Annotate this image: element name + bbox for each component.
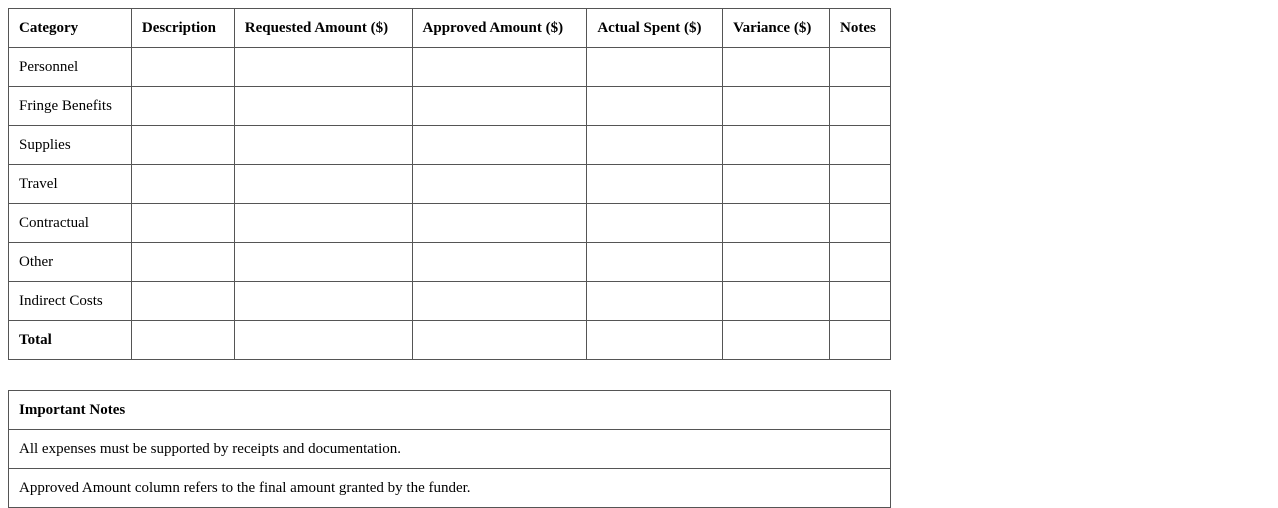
notes-cell[interactable] bbox=[830, 165, 891, 204]
category-cell: Travel bbox=[9, 165, 132, 204]
description-cell[interactable] bbox=[131, 243, 234, 282]
notes-cell[interactable] bbox=[830, 321, 891, 360]
approved-amount-cell[interactable] bbox=[412, 204, 587, 243]
variance-cell[interactable] bbox=[723, 243, 830, 282]
category-cell: Other bbox=[9, 243, 132, 282]
variance-cell[interactable] bbox=[723, 126, 830, 165]
description-cell[interactable] bbox=[131, 204, 234, 243]
category-cell: Supplies bbox=[9, 126, 132, 165]
actual-spent-cell[interactable] bbox=[587, 243, 723, 282]
column-header-description: Description bbox=[131, 9, 234, 48]
category-cell: Fringe Benefits bbox=[9, 87, 132, 126]
table-row bbox=[9, 165, 891, 204]
actual-spent-cell[interactable] bbox=[587, 165, 723, 204]
column-header-variance: Variance ($) bbox=[723, 9, 830, 48]
requested-amount-cell[interactable] bbox=[234, 243, 412, 282]
notes-cell[interactable] bbox=[830, 87, 891, 126]
table-row bbox=[9, 204, 891, 243]
important-notes-table bbox=[8, 390, 891, 508]
variance-cell[interactable] bbox=[723, 204, 830, 243]
actual-spent-cell[interactable] bbox=[587, 87, 723, 126]
column-header-requested-amount: Requested Amount ($) bbox=[234, 9, 412, 48]
variance-cell[interactable] bbox=[723, 282, 830, 321]
column-header-actual-spent: Actual Spent ($) bbox=[587, 9, 723, 48]
description-cell[interactable] bbox=[131, 126, 234, 165]
category-cell: Indirect Costs bbox=[9, 282, 132, 321]
requested-amount-cell[interactable] bbox=[234, 204, 412, 243]
important-notes-title: Important Notes bbox=[9, 391, 891, 430]
description-cell[interactable] bbox=[131, 282, 234, 321]
requested-amount-cell[interactable] bbox=[234, 48, 412, 87]
note-item: All expenses must be supported by receipts and documentation. bbox=[9, 430, 891, 469]
approved-amount-cell[interactable] bbox=[412, 321, 587, 360]
description-cell[interactable] bbox=[131, 165, 234, 204]
actual-spent-cell[interactable] bbox=[587, 282, 723, 321]
variance-cell[interactable] bbox=[723, 321, 830, 360]
table-header-row bbox=[9, 9, 891, 48]
note-row bbox=[9, 430, 891, 469]
actual-spent-cell[interactable] bbox=[587, 126, 723, 165]
description-cell[interactable] bbox=[131, 48, 234, 87]
column-header-notes: Notes bbox=[830, 9, 891, 48]
variance-cell[interactable] bbox=[723, 87, 830, 126]
requested-amount-cell[interactable] bbox=[234, 321, 412, 360]
description-cell[interactable] bbox=[131, 87, 234, 126]
column-header-category: Category bbox=[9, 9, 132, 48]
table-row bbox=[9, 282, 891, 321]
total-row bbox=[9, 321, 891, 360]
notes-cell[interactable] bbox=[830, 48, 891, 87]
variance-cell[interactable] bbox=[723, 48, 830, 87]
budget-table bbox=[8, 8, 891, 360]
variance-cell[interactable] bbox=[723, 165, 830, 204]
approved-amount-cell[interactable] bbox=[412, 87, 587, 126]
table-row bbox=[9, 243, 891, 282]
notes-cell[interactable] bbox=[830, 126, 891, 165]
category-cell-total: Total bbox=[9, 321, 132, 360]
table-row bbox=[9, 87, 891, 126]
requested-amount-cell[interactable] bbox=[234, 126, 412, 165]
actual-spent-cell[interactable] bbox=[587, 204, 723, 243]
notes-cell[interactable] bbox=[830, 204, 891, 243]
note-row bbox=[9, 469, 891, 508]
category-cell: Personnel bbox=[9, 48, 132, 87]
approved-amount-cell[interactable] bbox=[412, 243, 587, 282]
approved-amount-cell[interactable] bbox=[412, 282, 587, 321]
approved-amount-cell[interactable] bbox=[412, 48, 587, 87]
notes-header-row bbox=[9, 391, 891, 430]
description-cell[interactable] bbox=[131, 321, 234, 360]
table-row bbox=[9, 126, 891, 165]
column-header-approved-amount: Approved Amount ($) bbox=[412, 9, 587, 48]
approved-amount-cell[interactable] bbox=[412, 165, 587, 204]
requested-amount-cell[interactable] bbox=[234, 165, 412, 204]
table-row bbox=[9, 48, 891, 87]
requested-amount-cell[interactable] bbox=[234, 87, 412, 126]
note-item: Approved Amount column refers to the final amount granted by the funder. bbox=[9, 469, 891, 508]
requested-amount-cell[interactable] bbox=[234, 282, 412, 321]
notes-cell[interactable] bbox=[830, 282, 891, 321]
actual-spent-cell[interactable] bbox=[587, 48, 723, 87]
notes-cell[interactable] bbox=[830, 243, 891, 282]
category-cell: Contractual bbox=[9, 204, 132, 243]
approved-amount-cell[interactable] bbox=[412, 126, 587, 165]
actual-spent-cell[interactable] bbox=[587, 321, 723, 360]
